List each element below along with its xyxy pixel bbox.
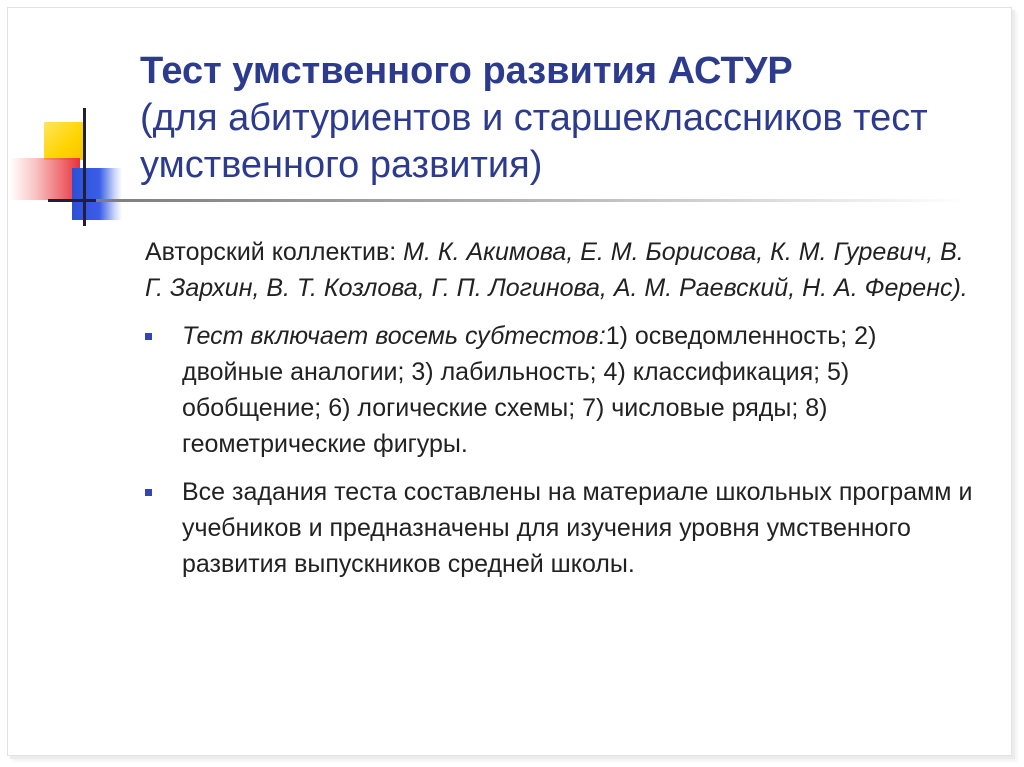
logo-red-square [10,158,80,200]
slide-title [140,48,1000,189]
bullet-marker [145,333,152,340]
logo-blue-square [72,168,122,220]
bullet-item-subtests [145,318,975,462]
bullet-marker [145,489,152,496]
bullet-text: Все задания теста составлены на материале школьных программ и учебников и предназначены для изучения уровня умственного развития выпускников средней школы. [182,478,973,578]
logo-yellow-square [44,122,84,160]
bullet-list [145,318,975,582]
slide-body [145,234,975,594]
bullet-item-materials [145,474,975,582]
authors-label: Авторский коллектив: [145,238,404,266]
logo-vertical-line [83,108,86,226]
title-main: Тест умственного развития АСТУР [140,50,793,92]
title-subtitle: (для абитуриентов и старшеклассников тест умственного развития) [140,97,928,186]
bullet-text: 1) осведомленность; 2) двойные аналогии; 3) лабильность; 4) классификация; 5) обобщение; 6) логические схемы; 7) числовые ряды; 8) геометрические фигуры. [182,322,877,458]
bullet-lead: Тест включает восемь субтестов: [182,322,606,350]
title-underline [96,199,966,202]
authors-names: М. К. Акимова, Е. М. Борисова, К. М. Гуревич, В. Г. Зархин, В. Т. Козлова, Г. П. Логинова, А. М. Раевский, Н. А. Ференс). [145,238,968,302]
logo-horizontal-line [48,199,100,202]
authors-paragraph [145,234,975,306]
